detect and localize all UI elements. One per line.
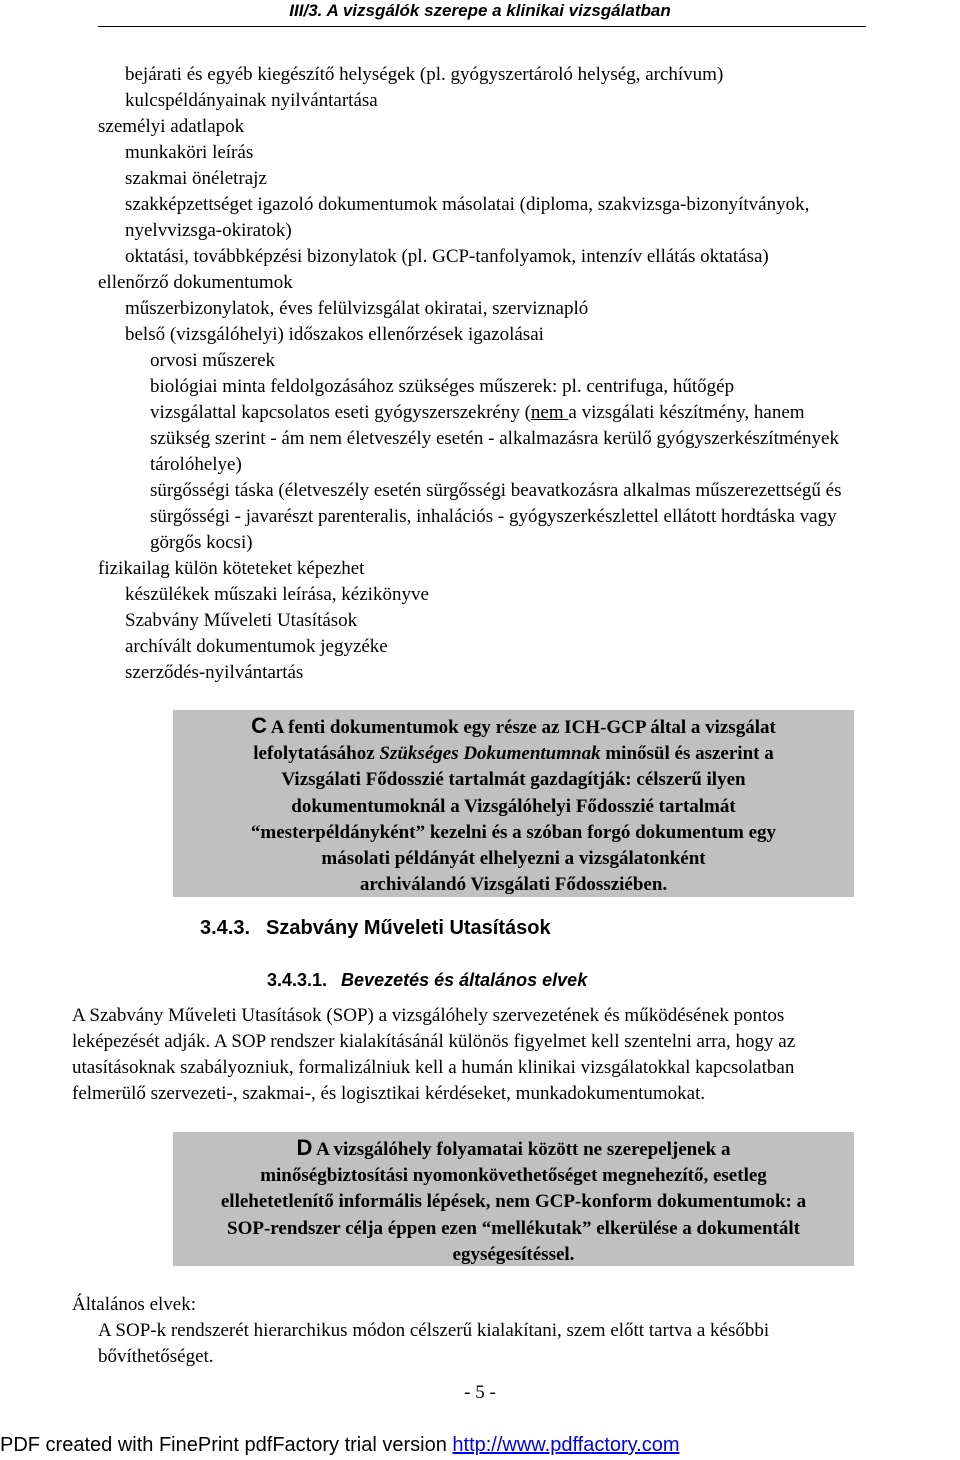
list-item: szakképzettséget igazoló dokumentumok másolatai (diploma, szakvizsga-bizonyítványok, <box>125 194 810 215</box>
list-item: munkaköri leírás <box>125 142 254 163</box>
list-item: orvosi műszerek <box>150 350 276 371</box>
note-italic-text: Szükséges Dokumentumnak <box>379 743 601 765</box>
list-item <box>150 400 805 426</box>
paragraph-line: A Szabvány Műveleti Utasítások (SOP) a vizsgálóhely szervezetének és működésének pontos <box>72 1005 785 1026</box>
header-title: III/3. A vizsgálók szerepe a klinikai vizsgálatban <box>289 1 671 20</box>
note-text: A vizsgálóhely folyamatai között ne szerepeljenek a <box>312 1139 731 1160</box>
list-item-part: GCP-tanfolyamok, intenzív ellátás oktatása) <box>432 246 769 267</box>
section-number: 3.4.3. <box>200 917 251 939</box>
intro-paragraph <box>72 1003 795 1107</box>
paragraph-line: felmerülő szervezeti-, szakmai-, és logisztikai kérdéseket, munkadokumentumokat. <box>72 1083 706 1104</box>
list-item: műszerbizonylatok, éves felülvizsgálat okiratai, szerviznapló <box>125 298 589 319</box>
paragraph-line: A SOP-k rendszerét hierarchikus módon célszerű kialakítani, szem előtt tartva a későbbi <box>98 1320 770 1341</box>
note-line: “mesterpéldányként” kezelni és a szóban forgó dokumentum egy <box>250 821 777 843</box>
pdf-footer <box>0 1434 960 1457</box>
note-line: Vizsgálati Fődosszié tartalmát gazdagítják: célszerű ilyen <box>281 769 746 791</box>
note-letter: C <box>251 713 268 738</box>
note-text: lefolytatásához <box>253 743 380 765</box>
underlined-text: nem <box>530 402 569 423</box>
paragraph-line: bővíthetőséget. <box>98 1346 214 1367</box>
section-heading <box>200 917 551 940</box>
list-item: ellenőrző dokumentumok <box>98 272 293 293</box>
list-item-part: vizsgálattal kapcsolatos eseti gyógyszerszekrény ( <box>150 402 531 423</box>
list-item: szükség szerint - ám nem életveszély esetén - alkalmazásra kerülő gyógyszerkészítmények <box>150 428 839 449</box>
list-item: tárolóhelye) <box>150 454 242 475</box>
note-line: SOP-rendszer célja éppen ezen “mellékutak” elkerülése a dokumentált <box>227 1217 800 1239</box>
list-item: nyelvvizsga-okiratok) <box>125 220 292 241</box>
list-item: belső (vizsgálóhelyi) időszakos ellenőrzések igazolásai <box>125 324 544 345</box>
footer-text: PDF created with FinePrint pdfFactory trial version <box>0 1434 453 1456</box>
note-line: dokumentumoknál a Vizsgálóhelyi Fődosszié tartalmát <box>291 795 736 817</box>
list-item-part: a vizsgálati készítmény, hanem <box>568 402 805 423</box>
page-number: - 5 - <box>464 1382 496 1403</box>
note-text: minősül és aszerint a <box>600 743 774 765</box>
list-item: kulcspéldányainak nyilvántartása <box>125 90 378 111</box>
note-box-c <box>173 710 854 897</box>
section-title: Szabvány Műveleti Utasítások <box>266 917 551 939</box>
note-line: minőségbiztosítási nyomonkövethetőséget megnehezítő, esetleg <box>260 1165 767 1187</box>
list-item: sürgősségi táska (életveszély esetén sürgősségi beavatkozásra alkalmas műszerezettségű és <box>150 480 842 501</box>
general-principles-paragraph <box>98 1318 769 1370</box>
header-rule <box>98 26 866 27</box>
list-item: sürgősségi - javarészt parenteralis, inhalációs - gyógyszerkészlettel ellátott hordtáska vagy <box>150 506 837 527</box>
subsection-heading <box>267 970 587 991</box>
list-item: görgős kocsi) <box>150 532 253 553</box>
list-item: szakmai önéletrajz <box>125 168 267 189</box>
list-item: Szabvány Műveleti Utasítások <box>125 610 358 631</box>
note-line <box>173 713 854 741</box>
list-item-part: oktatási, továbbképzési bizonylatok (pl. <box>125 246 428 267</box>
note-box-d <box>173 1132 854 1266</box>
list-item <box>125 244 769 270</box>
list-item: szerződés-nyilvántartás <box>125 662 304 683</box>
note-line: egységesítéssel. <box>452 1243 575 1265</box>
list-item: készülékek műszaki leírása, kézikönyve <box>125 584 429 605</box>
footer-link[interactable]: http://www.pdffactory.com <box>452 1434 680 1456</box>
list-item: fizikailag külön köteteket képezhet <box>98 558 365 579</box>
note-line <box>173 1135 854 1163</box>
note-line <box>173 741 854 767</box>
subsection-number: 3.4.3.1. <box>267 970 328 990</box>
list-item: bejárati és egyéb kiegészítő helységek (pl. gyógyszertároló helység, archívum) <box>125 64 724 85</box>
paragraph-line: leképezését adják. A SOP rendszer kialakításánál különös figyelmet kell szentelni arra, hogy az <box>72 1031 796 1052</box>
note-letter: D <box>296 1135 313 1160</box>
note-text: A fenti dokumentumok egy része az ICH-GCP által a vizsgálat <box>267 717 776 738</box>
list-item: archívált dokumentumok jegyzéke <box>125 636 388 657</box>
note-line: archiválandó Vizsgálati Fődossziében. <box>359 874 668 896</box>
paragraph-line: utasításoknak szabályozniuk, formalizálniuk kell a humán klinikai vizsgálatokkal kapcsolatban <box>72 1057 795 1078</box>
list-item: személyi adatlapok <box>98 116 245 137</box>
list-item: biológiai minta feldolgozásához szükséges műszerek: pl. centrifuga, hűtőgép <box>150 376 735 397</box>
note-line: másolati példányát elhelyezni a vizsgálatonként <box>321 848 706 870</box>
subsection-title: Bevezetés és általános elvek <box>341 970 588 990</box>
note-line: ellehetetlenítő informális lépések, nem GCP-konform dokumentumok: a <box>220 1191 807 1213</box>
general-principles-label: Általános elvek: <box>72 1294 196 1315</box>
